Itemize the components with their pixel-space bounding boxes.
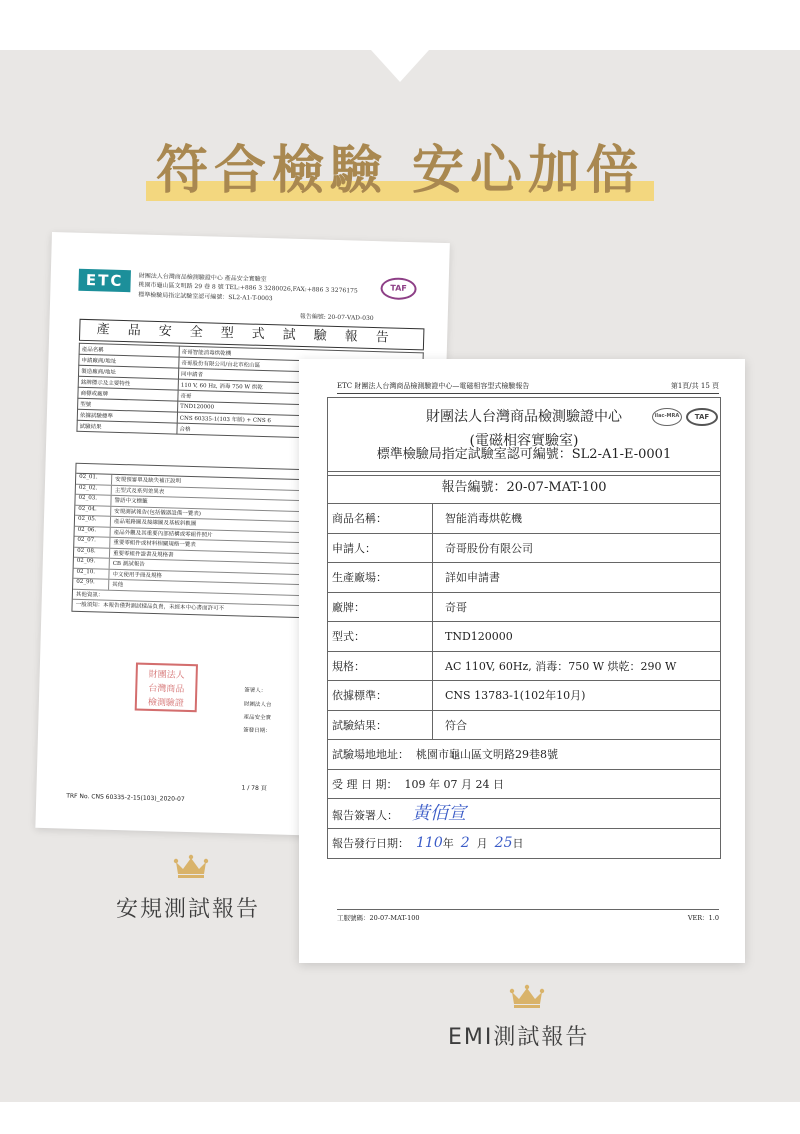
report-number: 報告編號：20-07-MAT-100 [328,476,720,504]
item-code: 02_02. [76,484,112,495]
row-key: 依據試驗標準 [77,409,177,423]
row-value: 詳如申請書 [445,571,500,584]
pointer-notch [371,50,429,82]
row-value: TND120000 [178,401,422,419]
org-name: 財團法人台灣商品檢測驗證中心 [426,409,622,425]
emi-report-document [299,359,745,963]
item-code: 02_07. [74,537,110,548]
row-key: 申請人： [328,534,433,563]
row-value: 110 V, 60 Hz, 消毒 750 W 烘乾 [178,379,422,397]
table-row [328,593,720,623]
item-code: 02_03. [75,495,111,506]
table-row [328,681,720,711]
accept-label: 受 理 日 期： [332,777,398,791]
item-text: 重要零組件或材料相關規格一覽表 [113,539,196,549]
item-text: 產品外觀及其重要內部結構或零組件照片 [113,529,213,539]
row-value: 符合 [445,718,467,732]
table-row [328,799,720,829]
item-code: 02_10. [73,568,109,579]
row-key: 商品名稱： [328,504,433,533]
issue-year: 110 [416,834,443,851]
row-key: 銘牌標示及主要特性 [78,376,178,390]
issue-month: 2 [460,834,470,851]
item-code: 02_05. [75,516,111,527]
issue-label: 報告發行日期： [332,836,409,850]
row-value: 奇哥智能消毒烘乾機 [179,346,423,364]
report-title: 產品安全型式試驗報告 [79,319,424,351]
table-row [328,829,720,859]
table-row [328,534,720,564]
footer-left: 工服號碼：20-07-MAT-100 [337,914,420,922]
item-code: 02_08. [74,547,110,558]
row-key: 商標或廠牌 [78,387,178,401]
row-value: 奇哥 [178,390,422,408]
item-text: 中文使用手冊及規格 [112,571,163,579]
stamp-line: 台灣商品 [148,683,185,695]
row-value: 奇哥股份有限公司 [445,541,533,555]
row-value: 同申請者 [178,368,422,386]
sign-org-2: 產品安全實 [243,714,272,722]
crown-icon [173,854,209,878]
row-key: 廠牌： [328,593,433,622]
year-unit: 年 [442,836,454,850]
row-value: 奇哥股份有限公司/台北市松山區 [179,357,423,375]
item-text: 產品電路圖及接線圖及基板斜軌圖 [113,518,197,528]
stamp-line: 財團法人 [148,669,185,681]
notice: 一般須知：本報告僅對測試樣品負責，未經本中心書面許可不 [75,601,225,612]
accept-value: 109 年 07 月 24 日 [404,777,504,791]
row-value: AC 110V, 60Hz, 消毒：750 W 烘乾：290 W [445,659,677,673]
safety-report-caption: 安規測試報告 [116,897,261,922]
crown-icon [509,984,545,1008]
lab-code: 標準檢驗局指定試驗室認可編號：SL2-A1-E-0001 [328,438,720,472]
item-text: 安規預審單及缺失補正說明 [115,476,182,485]
official-stamp [135,663,198,713]
other-info: 其他資訊： [73,589,416,609]
report-form [327,397,721,859]
header-title: ETC 財團法人台灣商品檢測驗證中心—電磁相容型式檢驗報告 [337,382,530,390]
lab-code-line: 標準檢驗局指定試驗室認可編號：SL2-A1-T-0003 [138,291,273,303]
headline-text: 符合檢驗 安心加倍 [155,141,645,201]
signature: 黃佰宣 [412,803,466,824]
row-value: 奇哥 [445,600,467,614]
page-count: 第1頁/共 15 頁 [670,382,719,390]
item-code: 02_99. [73,579,109,590]
row-key: 申請廠商/地址 [79,354,179,368]
row-value: CNS 60335-1(103 年版) + CNS 6 [177,412,421,430]
item-text: 安規測試報告(包括儀器設備一覽表) [114,508,202,517]
item-text: 警語中文標籤 [114,497,148,505]
page-number: 1 / 78 頁 [241,784,267,793]
report-number: 報告編號: 20-07-VAD-030 [299,312,374,323]
footer-right: VER：1.0 [687,914,719,922]
item-text: CB 測試報告 [112,560,145,568]
site-value: 桃園市龜山區文明路29巷8號 [416,748,558,761]
row-key: 型式： [328,622,433,651]
signer-label: 簽署人： [244,687,267,695]
org-line: 財團法人台灣商品檢測驗證中心 產品安全實驗室 [138,272,267,284]
page-footer [337,909,719,922]
item-code: 02_04. [75,505,111,516]
taf-logo: TAF [686,408,718,426]
form-header [328,398,720,476]
etc-logo: ETC [78,269,131,292]
signer-label: 報告簽署人： [332,809,398,822]
address-line: 桃園市龜山區文明路 29 巷 8 號 TEL:+886 3 3280026,FAX:+886 3 3276175 [138,281,358,295]
row-key: 依據標準： [328,681,433,710]
form-number: TRF No. CNS 60335-2-15(103)_2020-07 [66,792,185,803]
row-key: 型號 [78,398,178,412]
row-key: 製造廠商/地址 [78,365,178,379]
table-row [328,652,720,682]
month-unit: 月 [476,836,488,850]
sign-date: 簽發日期： [243,727,271,735]
row-value: 合格 [177,423,421,441]
item-code: 02_06. [75,526,111,537]
headline [146,128,654,203]
row-key: 試驗結果 [77,420,177,434]
item-code: 02_01. [76,474,112,485]
row-value: 智能消毒烘乾機 [445,512,522,525]
table-row [328,770,720,800]
site-label: 試驗場地地址： [332,748,409,761]
table-row [328,711,720,741]
row-value: TND120000 [445,630,513,643]
item-text: 主型式及系列差異表 [114,487,165,495]
lab-name: (電磁相容實驗室) [469,433,579,449]
emi-report-caption: EMI測試報告 [448,1025,590,1050]
ilac-mra-logo: ilac-MRA [652,408,682,426]
row-key: 生產廠場： [328,563,433,592]
item-text: 其他 [112,581,124,589]
row-key: 產品名稱 [79,343,179,357]
day-unit: 日 [512,836,524,850]
table-row [328,622,720,652]
stamp-line: 檢測驗證 [147,697,185,709]
table-row [328,504,720,534]
sign-org-1: 財團法人台 [243,701,272,709]
issue-day: 25 [494,834,513,851]
item-text: 重要零組件證書及規格書 [112,550,174,559]
taf-logo: TAF [380,277,417,300]
item-code: 02_09. [74,558,110,569]
row-value: CNS 13783-1(102年10月) [445,689,586,702]
table-row [328,563,720,593]
page-header [337,381,719,394]
row-key: 規格： [328,652,433,681]
row-key: 試驗結果： [328,711,433,740]
table-row [328,740,720,770]
headline-container [0,128,800,203]
